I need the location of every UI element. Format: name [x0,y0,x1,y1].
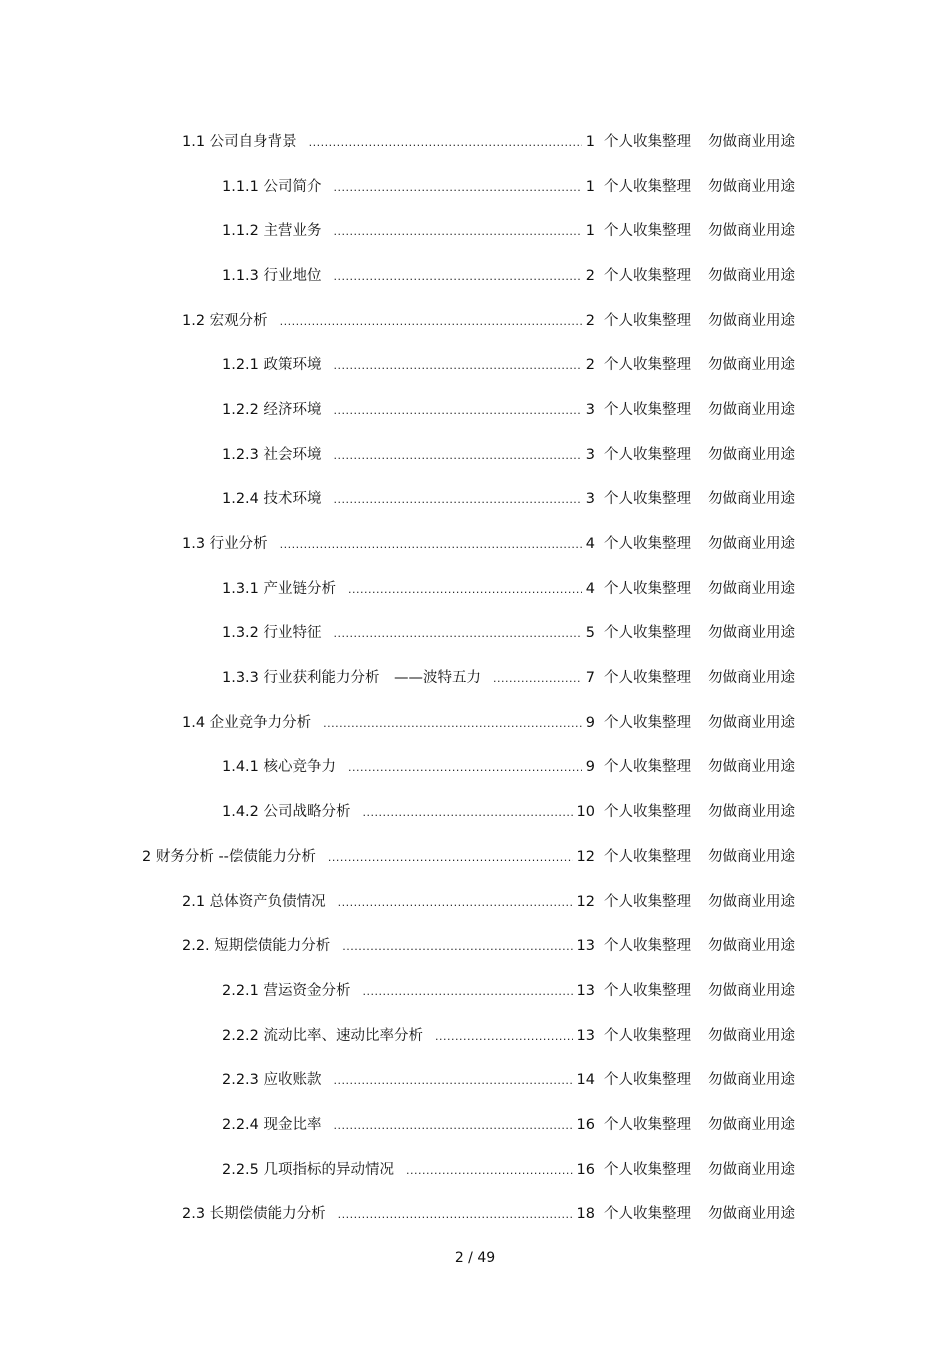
watermark-note-collected: 个人收集整理 [604,938,691,955]
watermark-note-collected: 个人收集整理 [604,804,691,821]
toc-entry-page: 4 [585,536,595,553]
toc-entry-link[interactable] [182,1202,595,1223]
watermark-note-noncommercial: 勿做商业用途 [708,1027,795,1044]
page-number: 2 / 49 [454,1250,496,1266]
toc-entry[interactable] [0,699,950,744]
watermark-note-noncommercial: 勿做商业用途 [708,536,795,553]
watermark-note-collected: 个人收集整理 [604,893,691,910]
watermark-note-noncommercial: 勿做商业用途 [708,401,795,418]
watermark-note-noncommercial: 勿做商业用途 [708,804,795,821]
toc-entry-link[interactable] [222,755,595,776]
toc-leader-dots [328,851,573,864]
toc-entry-link[interactable] [222,264,595,285]
toc-entry-page: 9 [585,759,595,776]
watermark-note-collected: 个人收集整理 [604,848,691,865]
toc-entry-title: 1.1 公司自身背景 [182,133,297,150]
toc-entry-page: 7 [585,670,595,687]
watermark-note-noncommercial: 勿做商业用途 [708,446,795,463]
watermark-note-collected: 个人收集整理 [604,267,691,284]
toc-entry-title: 1.4 企业竞争力分析 [182,714,312,731]
toc-entry-page: 3 [585,401,595,418]
toc-entry[interactable] [0,297,950,342]
toc-entry-page: 2 [585,312,595,329]
watermark-note-noncommercial: 勿做商业用途 [708,1072,795,1089]
toc-entry-page: 12 [576,893,595,910]
toc-entry[interactable] [0,341,950,386]
watermark-note-noncommercial: 勿做商业用途 [708,625,795,642]
toc-entry-link[interactable] [182,309,595,330]
toc-entry-page: 1 [585,223,595,240]
watermark-note-collected: 个人收集整理 [604,536,691,553]
toc-entry-link[interactable] [222,979,595,1000]
toc-entry-link[interactable] [182,711,595,732]
toc-entry-page: 2 [585,357,595,374]
watermark-note-noncommercial: 勿做商业用途 [708,670,795,687]
watermark-note-noncommercial: 勿做商业用途 [708,312,795,329]
watermark-note-noncommercial: 勿做商业用途 [708,759,795,776]
toc-entry[interactable] [0,788,950,833]
watermark-note-collected: 个人收集整理 [604,491,691,508]
watermark-note-collected: 个人收集整理 [604,357,691,374]
toc-entry-title: 1.2 宏观分析 [182,312,268,329]
toc-leader-dots [348,761,582,774]
watermark-note-noncommercial: 勿做商业用途 [708,848,795,865]
toc-entry[interactable] [0,565,950,610]
toc-entry-page: 16 [576,1161,595,1178]
toc-entry-page: 10 [576,804,595,821]
watermark-note-collected: 个人收集整理 [604,446,691,463]
toc-entry-link[interactable] [222,219,595,240]
toc-entry-link[interactable] [222,487,595,508]
toc-entry-page: 16 [576,1116,595,1133]
toc-leader-dots [323,717,582,730]
watermark-note-collected: 个人收集整理 [604,1206,691,1223]
toc-entry-link[interactable] [182,130,595,151]
toc-leader-dots [363,985,573,998]
toc-leader-dots [334,1119,573,1132]
toc-entry-page: 5 [585,625,595,642]
toc-entry-title: 2.1 总体资产负债情况 [182,893,326,910]
watermark-note-noncommercial: 勿做商业用途 [708,1206,795,1223]
toc-entry-link[interactable] [222,443,595,464]
toc-leader-dots [334,404,582,417]
watermark-note-noncommercial: 勿做商业用途 [708,893,795,910]
toc-leader-dots [280,538,582,551]
toc-entry[interactable] [0,833,950,878]
toc-entry[interactable] [0,744,950,789]
watermark-note-noncommercial: 勿做商业用途 [708,580,795,597]
toc-entry-title: 1.2.2 经济环境 [222,401,322,418]
toc-entry[interactable] [0,1191,950,1236]
toc-entry-link[interactable] [222,1024,595,1045]
toc-leader-dots [334,270,582,283]
toc-entry[interactable] [0,520,950,565]
toc-entry-page: 9 [585,714,595,731]
watermark-note-collected: 个人收集整理 [604,312,691,329]
watermark-note-noncommercial: 勿做商业用途 [708,178,795,195]
toc-entry[interactable] [0,1101,950,1146]
toc-entry-page: 4 [585,580,595,597]
toc-entry-title: 1.4.1 核心竞争力 [222,759,337,776]
toc-entry-title: 1.2.3 社会环境 [222,446,322,463]
toc-leader-dots [342,940,572,953]
toc-leader-dots [348,583,582,596]
toc-entry[interactable] [0,431,950,476]
watermark-note-noncommercial: 勿做商业用途 [708,982,795,999]
toc-entry-link[interactable] [222,353,595,374]
toc-entry-page: 13 [576,1027,595,1044]
watermark-note-noncommercial: 勿做商业用途 [708,223,795,240]
watermark-note-noncommercial: 勿做商业用途 [708,1116,795,1133]
toc-entry-page: 14 [576,1072,595,1089]
toc-entry[interactable] [0,207,950,252]
toc-entry-page: 2 [585,267,595,284]
toc-entry-title: 2.2.1 营运资金分析 [222,982,351,999]
toc-entry[interactable] [0,1146,950,1191]
toc-leader-dots [334,359,582,372]
toc-entry[interactable] [0,1056,950,1101]
toc-entry-title: 2.2.4 现金比率 [222,1116,322,1133]
watermark-note-collected: 个人收集整理 [604,982,691,999]
watermark-note-noncommercial: 勿做商业用途 [708,133,795,150]
toc-entry-page: 1 [585,133,595,150]
toc-entry[interactable] [0,1012,950,1057]
toc-leader-dots [334,493,582,506]
watermark-note-collected: 个人收集整理 [604,178,691,195]
toc-entry-link[interactable] [182,934,595,955]
toc-entry-title: 1.4.2 公司战略分析 [222,804,351,821]
toc-entry[interactable] [0,118,950,163]
toc-entry-page: 3 [585,446,595,463]
toc-leader-dots [338,1208,573,1221]
watermark-note-collected: 个人收集整理 [604,1161,691,1178]
toc-entry-link[interactable] [222,1068,595,1089]
toc-leader-dots [334,627,582,640]
toc-entry-link[interactable] [222,1158,595,1179]
watermark-note-collected: 个人收集整理 [604,1116,691,1133]
toc-entry-title: 2.2.2 流动比率、速动比率分析 [222,1027,424,1044]
toc-entry-title: 2.2.3 应收账款 [222,1072,322,1089]
toc-entry-link[interactable] [222,800,595,821]
toc-entry-link[interactable] [222,666,595,687]
toc-entry-link[interactable] [182,532,595,553]
toc-entry-title: 1.2.1 政策环境 [222,357,322,374]
toc-entry-page: 13 [576,982,595,999]
watermark-note-noncommercial: 勿做商业用途 [708,491,795,508]
toc-entry-link[interactable] [222,621,595,642]
toc-entry-title: 1.3.3 行业获利能力分析 ——波特五力 [222,670,482,687]
toc-entry[interactable] [0,163,950,208]
toc-entry[interactable] [0,878,950,923]
toc-entry-link[interactable] [222,175,595,196]
toc-entry[interactable] [0,922,950,967]
toc-entry-page: 1 [585,178,595,195]
toc-entry[interactable] [0,476,950,521]
toc-entry[interactable] [0,654,950,699]
watermark-note-collected: 个人收集整理 [604,670,691,687]
watermark-note-noncommercial: 勿做商业用途 [708,938,795,955]
toc-leader-dots [493,672,582,685]
watermark-note-noncommercial: 勿做商业用途 [708,1161,795,1178]
toc-entry[interactable] [0,386,950,431]
toc-leader-dots [334,1074,573,1087]
toc-entry-link[interactable] [222,398,595,419]
watermark-note-collected: 个人收集整理 [604,1072,691,1089]
toc-entry-title: 2.2. 短期偿债能力分析 [182,938,331,955]
toc-entry-title: 1.3.2 行业特征 [222,625,322,642]
toc-leader-dots [334,225,582,238]
toc-entry-title: 1.1.1 公司简介 [222,178,322,195]
toc-entry-title: 1.3 行业分析 [182,536,268,553]
toc-entry[interactable] [0,252,950,297]
watermark-note-collected: 个人收集整理 [604,714,691,731]
watermark-note-noncommercial: 勿做商业用途 [708,267,795,284]
toc-entry-page: 12 [576,848,595,865]
toc-leader-dots [334,181,582,194]
toc-entry-title: 2.3 长期偿债能力分析 [182,1206,326,1223]
toc-entry-title: 2.2.5 几项指标的异动情况 [222,1161,395,1178]
watermark-note-collected: 个人收集整理 [604,580,691,597]
toc-leader-dots [309,136,582,149]
toc-leader-dots [406,1164,573,1177]
toc-leader-dots [435,1030,573,1043]
watermark-note-collected: 个人收集整理 [604,759,691,776]
toc-entry[interactable] [0,967,950,1012]
watermark-note-noncommercial: 勿做商业用途 [708,357,795,374]
watermark-note-collected: 个人收集整理 [604,133,691,150]
toc-entry[interactable] [0,610,950,655]
watermark-note-collected: 个人收集整理 [604,625,691,642]
toc-leader-dots [334,449,582,462]
watermark-note-collected: 个人收集整理 [604,223,691,240]
toc-entry-page: 3 [585,491,595,508]
toc-entry-link[interactable] [182,890,595,911]
toc-entry-link[interactable] [222,577,595,598]
toc-entry-title: 1.1.3 行业地位 [222,267,322,284]
toc-leader-dots [280,315,582,328]
toc-entry-title: 2 财务分析 --偿债能力分析 [142,848,316,865]
toc-entry-page: 13 [576,938,595,955]
toc-entry-page: 18 [576,1206,595,1223]
toc-leader-dots [338,896,573,909]
toc-entry-link[interactable] [142,845,595,866]
watermark-note-noncommercial: 勿做商业用途 [708,714,795,731]
watermark-note-collected: 个人收集整理 [604,1027,691,1044]
toc-entry-title: 1.2.4 技术环境 [222,491,322,508]
toc-entry-link[interactable] [222,1113,595,1134]
watermark-note-collected: 个人收集整理 [604,401,691,418]
toc-entry-title: 1.1.2 主营业务 [222,223,322,240]
table-of-contents [0,118,950,1235]
toc-leader-dots [363,806,573,819]
toc-entry-title: 1.3.1 产业链分析 [222,580,337,597]
